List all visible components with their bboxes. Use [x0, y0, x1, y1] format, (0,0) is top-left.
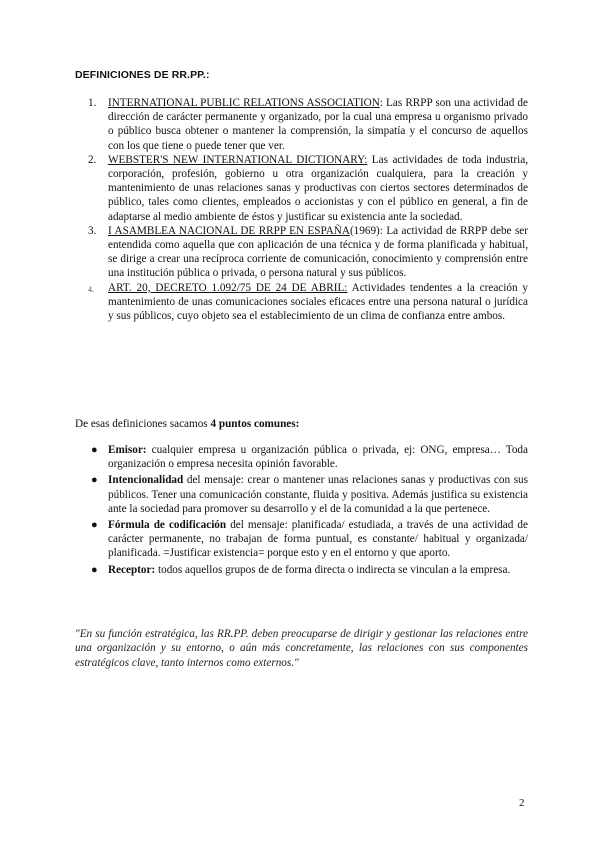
intro-emphasis: 4 puntos comunes:: [210, 418, 300, 430]
bullet-icon: ●: [91, 519, 98, 532]
list-item: [88, 473, 528, 516]
definition-text: Actividades tendentes a la creación y mantenimiento de unas comunicaciones sociales eficaces entre una persona natural o jurídica y sus públicos, cuyo objeto sea el establecimiento de un clima de confianza entre ambos.: [108, 281, 528, 323]
list-number: 3.: [88, 224, 97, 237]
definition-item: [88, 96, 528, 153]
definition-text: Las actividades de toda industria, corporación, profesión, gobierno u otra organización cualquiera, para la creación y mantenimiento de unas relaciones sanas y productivas con ciertos sectores determinados de público, tales como clientes, empleados o accionistas y con el público en general, a fin de adaptarse al medio ambiente de éstos y justificar su existencia ante la sociedad.: [108, 153, 528, 223]
point-text: cualquier empresa u organización pública o privada, ej: ONG, empresa… Toda organización o empresa necesita opinión favorable.: [108, 444, 528, 471]
bullet-icon: ●: [91, 474, 98, 487]
point-text: todos aquellos grupos de de forma directa o indirecta se vinculan a la empresa.: [155, 563, 511, 576]
point-term: Receptor:: [108, 563, 156, 576]
page-number: 2: [519, 797, 525, 809]
definition-heading: WEBSTER'S NEW INTERNATIONAL DICTIONARY:: [108, 153, 368, 166]
definitions-list: [88, 96, 528, 323]
list-item: [88, 443, 528, 471]
definition-item: [88, 281, 528, 324]
list-item: [88, 563, 528, 577]
definition-item: [88, 153, 528, 224]
point-text: del mensaje: planificada/ estudiada, a través de una actividad de carácter permanente, no trabajan de forma puntual, es constante/ habitual y organizada/ planificada. =Justificar existencia= porque esto y en el entorno y que aporto.: [108, 519, 528, 560]
definition-heading: INTERNATIONAL PUBLIC RELATIONS ASSOCIATION: [108, 97, 380, 109]
bullet-icon: ●: [91, 563, 98, 576]
list-number: 1.: [88, 97, 97, 109]
point-term: Intencionalidad: [108, 474, 184, 487]
definition-heading: ART. 20, DECRETO 1.092/75 DE 24 DE ABRIL:: [108, 281, 348, 294]
definition-separator: (1969):: [349, 224, 383, 237]
page-title: DEFINICIONES DE RR.PP.:: [75, 69, 210, 81]
point-term: Emisor:: [108, 444, 147, 456]
intro-prefix: De esas definiciones sacamos: [75, 418, 211, 430]
list-item: [88, 518, 528, 561]
closing-quote: "En su función estratégica, las RR.PP. deben preocuparse de dirigir y gestionar las relaciones entre una organización y su entorno, o aún más concretamente, las relaciones con sus componentes estratégicos clave, tanto internos como externos.": [75, 628, 528, 669]
list-number: 4.: [88, 284, 94, 294]
definition-heading: I ASAMBLEA NACIONAL DE RRPP EN ESPAÑA: [108, 224, 350, 237]
definition-text: Las RRPP son una actividad de dirección de carácter permanente y organizado, por la cual una empresa u organismo privado o público busca obtener o mantener la comprensión, la simpatía y el concurso de aquellos con los que tiene o puede tener que ver.: [108, 97, 528, 152]
definition-separator: :: [379, 97, 383, 109]
definition-item: [88, 224, 528, 281]
bullet-icon: ●: [91, 444, 98, 456]
intro-line: [75, 417, 299, 431]
point-term: Fórmula de codificación: [108, 519, 227, 532]
list-number: 2.: [88, 153, 97, 166]
point-text: del mensaje: crear o mantener unas relaciones sanas y productivas con sus públicos. Tener una comunicación constante, fluida y positiva. Además justifica su existencia ante la sociedad para promover su desarrollo y el de la comunidad a la que pertenece.: [108, 474, 528, 515]
common-points-list: [88, 443, 528, 579]
definition-text: La actividad de RRPP debe ser entendida como aquella que con aplicación de una técnica y de forma planificada y habitual, se dirige a crear una recíproca corriente de comunicación, conocimiento y comprensión entre una institución pública o privada, o persona natural y sus públicos.: [108, 224, 528, 280]
